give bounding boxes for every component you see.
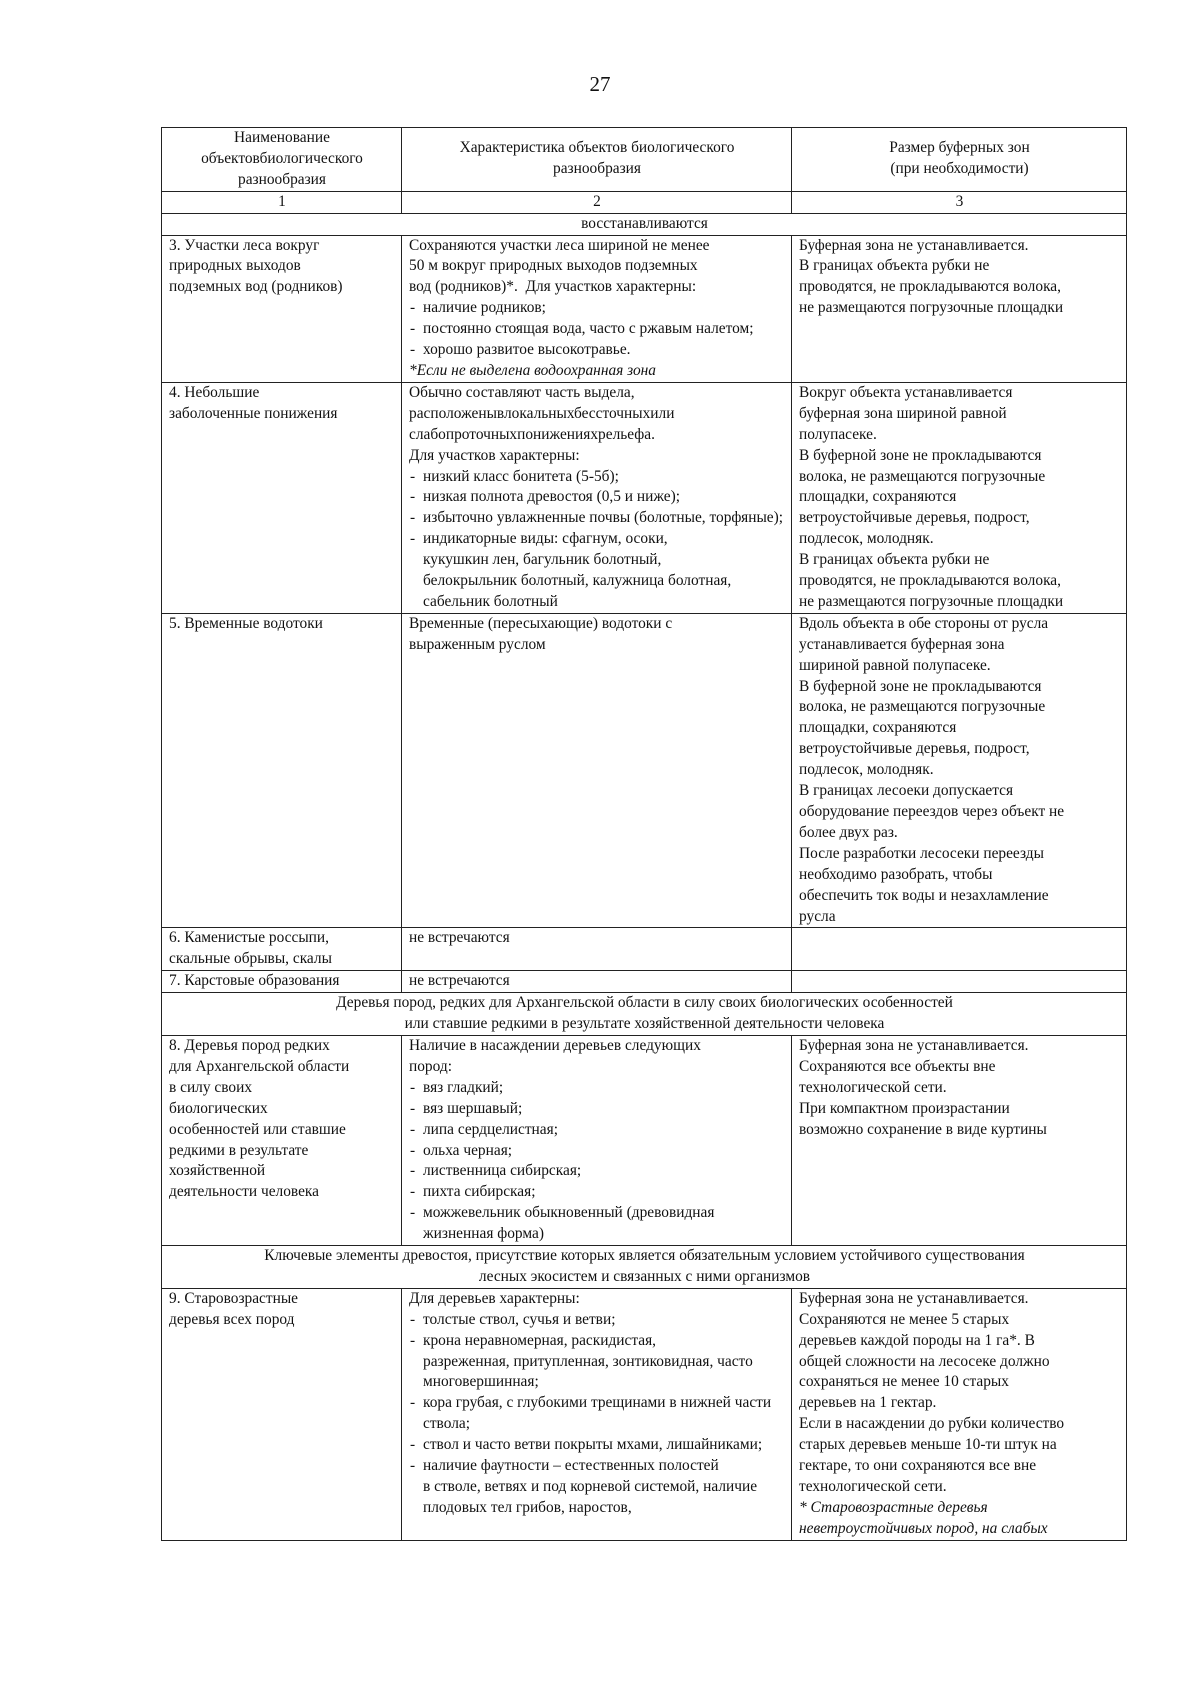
header-col-name: Наименование объектовбиологического разнообразия bbox=[162, 128, 402, 192]
row9-name: 9. Старовозрастные деревья всех пород bbox=[162, 1288, 402, 1540]
header-num-3: 3 bbox=[792, 191, 1127, 213]
row3-desc: Сохраняются участки леса шириной не менее 50 м вокруг природных выходов подземных вод (родников)*. Для участков характерны: - наличие родников; - постоянно стоящая вода, часто с ржавым налетом; - хорошо развитое высокотравье. *Если не выделена водоохранная зона bbox=[402, 235, 792, 382]
row5-desc: Временные (пересыхающие) водотоки с выраженным руслом bbox=[402, 613, 792, 928]
list-item: - липа сердцелистная; bbox=[409, 1120, 785, 1141]
table-numbering-row bbox=[162, 191, 1127, 213]
row4-desc: Обычно составляют часть выдела, расположенывлокальныхбессточныхили слабопроточныхпониженияхрельефа. Для участков характерны: - низкий класс бонитета (5-5б); - низкая полнота древостоя (0,5 и ниже); - избыточно увлажненные почвы (болотные, торфяные); - индикаторные виды: сфагнум, осоки, кукушкин лен, багульник болотный, белокрыльник болотный, калужница болотная, сабельник болотный bbox=[402, 382, 792, 613]
row8-desc-list bbox=[409, 1078, 785, 1245]
section-continued-row bbox=[162, 213, 1127, 235]
row6-name: 6. Каменистые россыпи, скальные обрывы, скалы bbox=[162, 928, 402, 971]
list-item: - толстые ствол, сучья и ветви; bbox=[409, 1310, 785, 1331]
row3-desc-list bbox=[409, 298, 785, 361]
list-item: - низкая полнота древостоя (0,5 и ниже); bbox=[409, 487, 785, 508]
list-item: - постоянно стоящая вода, часто с ржавым налетом; bbox=[409, 319, 785, 340]
list-item: - ольха черная; bbox=[409, 1141, 785, 1162]
row9-buffer: Буферная зона не устанавливается. Сохраняются не менее 5 старых деревьев каждой породы на 1 га*. В общей сложности на лесосеке должно сохраняться не менее 10 старых деревьев на 1 гектар. Если в насаждении до рубки количество старых деревьев меньше 10-ти штук на гектаре, то они сохраняются все вне технологической сети. * Старовозрастные деревья неветроустойчивых пород, на слабых bbox=[792, 1288, 1127, 1540]
row4-name: 4. Небольшие заболоченные понижения bbox=[162, 382, 402, 613]
table-row bbox=[162, 1288, 1127, 1540]
row7-name: 7. Карстовые образования bbox=[162, 971, 402, 993]
section-row-rare-trees bbox=[162, 993, 1127, 1036]
list-item: - лиственница сибирская; bbox=[409, 1161, 785, 1182]
row9-desc: Для деревьев характерны: - толстые ствол, сучья и ветви; - крона неравномерная, раскидистая, разреженная, притупленная, зонтиковидная, часто многовершинная; - кора грубая, с глубокими трещинами в нижней части ствола; - ствол и часто ветви покрыты мхами, лишайниками; - наличие фаутности – естественных полостей в стволе, ветвях и под корневой системой, наличие плодовых тел грибов, наростов, bbox=[402, 1288, 792, 1540]
header-col-buffer: Размер буферных зон (при необходимости) bbox=[792, 128, 1127, 192]
row3-note: *Если не выделена водоохранная зона bbox=[409, 361, 656, 379]
row7-buffer bbox=[792, 971, 1127, 993]
list-item: - вяз гладкий; bbox=[409, 1078, 785, 1099]
row3-name: 3. Участки леса вокруг природных выходов подземных вод (родников) bbox=[162, 235, 402, 382]
table-header-row bbox=[162, 128, 1127, 192]
table-row bbox=[162, 971, 1127, 993]
row4-buffer: Вокруг объекта устанавливается буферная зона шириной равной полупасеке. В буферной зоне не прокладываются волока, не размещаются погрузочные площадки, сохраняются ветроустойчивые деревья, подрост, подлесок, молодняк. В границах объекта рубки не проводятся, не прокладываются волока, не размещаются погрузочные площадки bbox=[792, 382, 1127, 613]
list-item: - наличие родников; bbox=[409, 298, 785, 319]
table-row bbox=[162, 235, 1127, 382]
row4-desc-list bbox=[409, 467, 785, 613]
list-item: - пихта сибирская; bbox=[409, 1182, 785, 1203]
section-key-elements-title: Ключевые элементы древостоя, присутствие которых является обязательным условием устойчивого существования лесных экосистем и связанных с ними организмов bbox=[162, 1246, 1127, 1289]
list-item: - ствол и часто ветви покрыты мхами, лишайниками; bbox=[409, 1435, 785, 1456]
row6-desc: не встречаются bbox=[402, 928, 792, 971]
list-item: - низкий класс бонитета (5-5б); bbox=[409, 467, 785, 488]
page-number: 27 bbox=[589, 72, 611, 96]
section-rare-trees-title: Деревья пород, редких для Архангельской области в силу своих биологических особенностей или ставшие редкими в результате хозяйственной деятельности человека bbox=[162, 993, 1127, 1036]
list-item: - индикаторные виды: сфагнум, осоки, кукушкин лен, багульник болотный, белокрыльник болотный, калужница болотная, сабельник болотный bbox=[409, 529, 785, 613]
row5-name: 5. Временные водотоки bbox=[162, 613, 402, 928]
list-item: - избыточно увлажненные почвы (болотные, торфяные); bbox=[409, 508, 785, 529]
list-item: - хорошо развитое высокотравье. bbox=[409, 340, 785, 361]
list-item: - крона неравномерная, раскидистая, разреженная, притупленная, зонтиковидная, часто многовершинная; bbox=[409, 1331, 785, 1394]
row6-buffer bbox=[792, 928, 1127, 971]
row8-buffer: Буферная зона не устанавливается. Сохраняются все объекты вне технологической сети. При компактном произрастании возможно сохранение в виде куртины bbox=[792, 1035, 1127, 1245]
list-item: - вяз шершавый; bbox=[409, 1099, 785, 1120]
header-num-1: 1 bbox=[162, 191, 402, 213]
header-col-characteristics: Характеристика объектов биологического разнообразия bbox=[402, 128, 792, 192]
list-item: - можжевельник обыкновенный (древовидная жизненная форма) bbox=[409, 1203, 785, 1245]
table-row bbox=[162, 382, 1127, 613]
row8-name: 8. Деревья пород редких для Архангельской области в силу своих биологических особенностей или ставшие редкими в результате хозяйственной деятельности человека bbox=[162, 1035, 402, 1245]
table-row bbox=[162, 928, 1127, 971]
row5-buffer: Вдоль объекта в обе стороны от русла устанавливается буферная зона шириной равной полупасеке. В буферной зоне не прокладываются волока, не размещаются погрузочные площадки, сохраняются ветроустойчивые деревья, подрост, подлесок, молодняк. В границах лесоеки допускается оборудование переездов через объект не более двух раз. После разработки лесосеки переезды необходимо разобрать, чтобы обеспечить ток воды и незахламление русла bbox=[792, 613, 1127, 928]
table-row bbox=[162, 1035, 1127, 1245]
header-num-2: 2 bbox=[402, 191, 792, 213]
list-item: - наличие фаутности – естественных полостей в стволе, ветвях и под корневой системой, наличие плодовых тел грибов, наростов, bbox=[409, 1456, 785, 1519]
row8-desc: Наличие в насаждении деревьев следующих пород: - вяз гладкий; - вяз шершавый; - липа сердцелистная; - ольха черная; - лиственница сибирская; - пихта сибирская; - можжевельник обыкновенный (древовидная жизненная форма) bbox=[402, 1035, 792, 1245]
row7-desc: не встречаются bbox=[402, 971, 792, 993]
table-row bbox=[162, 613, 1127, 928]
section-continued-text: восстанавливаются bbox=[162, 213, 1127, 235]
row3-buffer: Буферная зона не устанавливается. В границах объекта рубки не проводятся, не прокладываются волока, не размещаются погрузочные площадки bbox=[792, 235, 1127, 382]
row9-desc-list bbox=[409, 1310, 785, 1519]
list-item: - кора грубая, с глубокими трещинами в нижней части ствола; bbox=[409, 1393, 785, 1435]
biodiversity-table bbox=[161, 127, 1127, 1541]
section-row-key-elements bbox=[162, 1246, 1127, 1289]
